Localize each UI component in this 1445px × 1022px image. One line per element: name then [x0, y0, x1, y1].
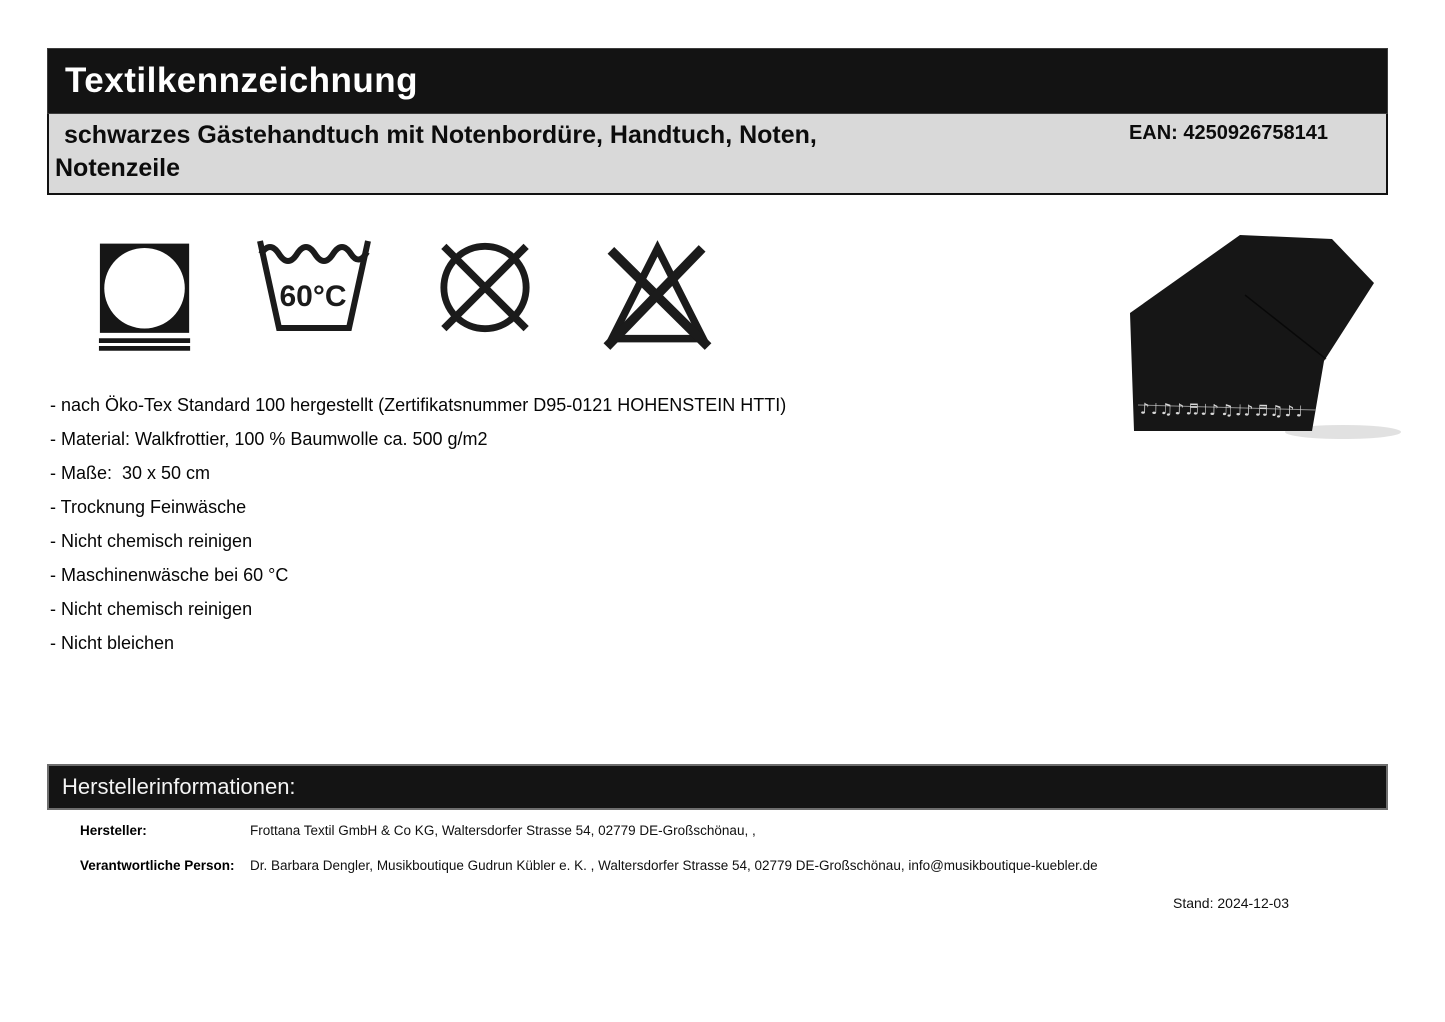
page-title: Textilkennzeichnung — [65, 61, 419, 100]
manufacturer-value: Frottana Textil GmbH & Co KG, Waltersdorfer Strasse 54, 02779 DE-Großschönau, , — [250, 823, 756, 838]
care-details-list — [50, 388, 786, 660]
manufacturer-section-title: Herstellerinformationen: — [62, 774, 296, 799]
care-detail-item: - Trocknung Feinwäsche — [50, 497, 247, 517]
wash-60c-icon — [252, 236, 376, 341]
product-photo-towel — [1118, 233, 1408, 446]
care-detail-item: - Nicht bleichen — [50, 633, 175, 653]
responsible-person-label: Verantwortliche Person: — [80, 858, 235, 873]
music-notes-border: ♪♩♫♪♬♩♪♫♩♪♬♫♪♩ — [1139, 399, 1305, 421]
document-title-bar — [47, 48, 1388, 114]
care-detail-item: - nach Öko-Tex Standard 100 hergestellt (Zertifikatsnummer D95-0121 HOHENSTEIN HTTI) — [50, 395, 787, 415]
no-dry-clean-icon — [437, 239, 533, 341]
care-detail-item: - Nicht chemisch reinigen — [50, 599, 253, 619]
product-name-box — [47, 114, 1388, 195]
responsible-person-value: Dr. Barbara Dengler, Musikboutique Gudrun Kübler e. K. , Waltersdorfer Strasse 54, 02779 DE-Großschönau, info@musikboutique-kuebler.de — [250, 858, 1098, 873]
tumble-dry-gentle-icon — [97, 240, 194, 357]
wash-temperature-label: 60°C — [279, 280, 347, 313]
no-bleach-icon — [599, 235, 716, 358]
date-stamp: Stand: 2024-12-03 — [1173, 895, 1289, 911]
care-detail-item: - Maße: 30 x 50 cm — [50, 463, 211, 483]
care-detail-item: - Nicht chemisch reinigen — [50, 531, 253, 551]
manufacturer-label: Hersteller: — [80, 823, 147, 838]
care-detail-item: - Material: Walkfrottier, 100 % Baumwolle ca. 500 g/m2 — [50, 429, 488, 449]
product-name: schwarzes Gästehandtuch mit Notenbordüre, Handtuch, Noten, Notenzeile — [55, 121, 817, 182]
ean-number: EAN: 4250926758141 — [1128, 122, 1328, 144]
manufacturer-section-bar — [47, 764, 1388, 810]
care-detail-item: - Maschinenwäsche bei 60 °C — [50, 565, 289, 585]
